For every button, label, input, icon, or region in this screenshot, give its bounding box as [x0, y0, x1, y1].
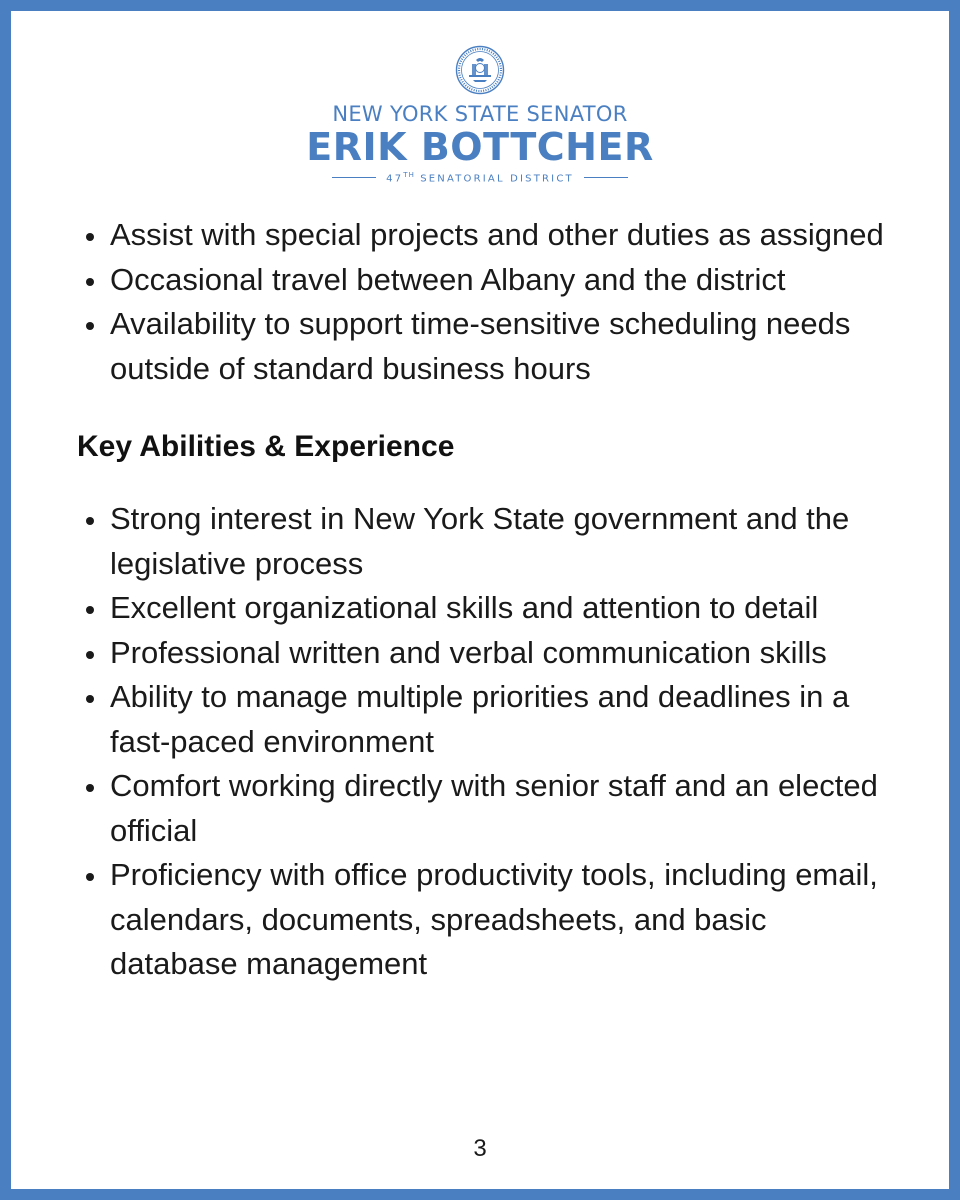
divider	[584, 177, 628, 179]
senator-name: ERIK BOTTCHER	[306, 125, 654, 169]
list-item: Proficiency with office productivity tools, including email, calendars, documents, spreadsheets, and basic database management	[71, 853, 901, 987]
list-item: Assist with special projects and other duties as assigned	[71, 213, 901, 258]
divider	[332, 177, 376, 179]
section-heading: Key Abilities & Experience	[77, 430, 455, 463]
district-label	[386, 171, 574, 184]
district-number: 47	[386, 173, 404, 185]
duties-list	[71, 213, 901, 391]
list-item: Comfort working directly with senior staff and an elected official	[71, 764, 901, 853]
page-content	[71, 213, 901, 987]
list-item: Excellent organizational skills and attention to detail	[71, 586, 901, 631]
senator-title: NEW YORK STATE SENATOR	[332, 102, 628, 126]
list-item: Occasional travel between Albany and the district	[71, 258, 901, 303]
list-item: Strong interest in New York State government and the legislative process	[71, 497, 901, 586]
new-york-state-seal-icon	[455, 45, 505, 95]
list-item: Ability to manage multiple priorities and deadlines in a fast-paced environment	[71, 675, 901, 764]
list-item: Availability to support time-sensitive scheduling needs outside of standard business hours	[71, 302, 901, 391]
list-item: Professional written and verbal communication skills	[71, 631, 901, 676]
abilities-list	[71, 497, 901, 987]
district-line	[11, 171, 949, 184]
district-text: SENATORIAL DISTRICT	[420, 173, 574, 185]
page-number: 3	[473, 1135, 487, 1162]
district-suffix: TH	[403, 171, 415, 179]
letterhead	[11, 45, 949, 184]
